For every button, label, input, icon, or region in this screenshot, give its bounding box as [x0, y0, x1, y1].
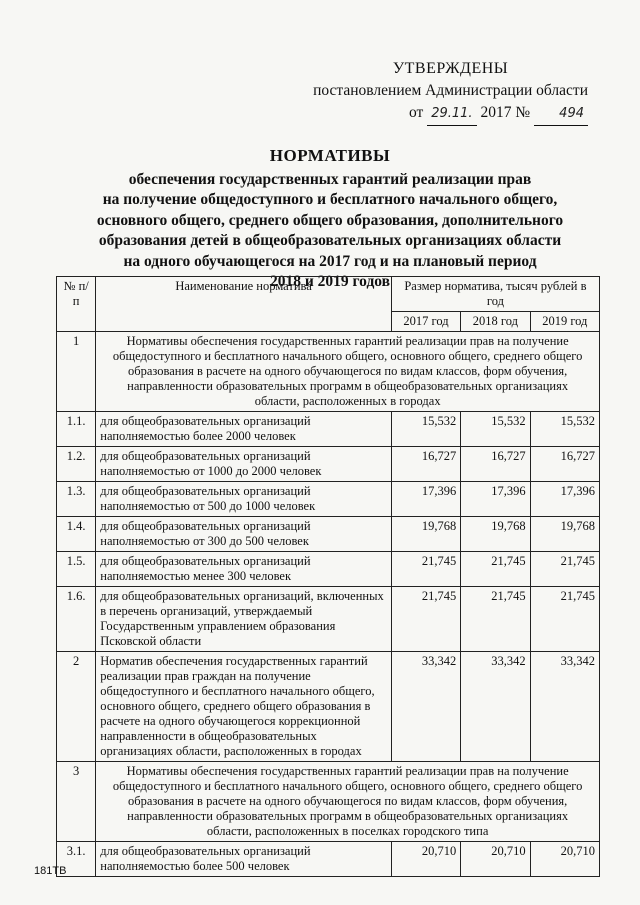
table-row	[57, 587, 600, 652]
value-2017: 17,396	[391, 482, 460, 517]
approval-prefix: от	[409, 104, 424, 121]
heading-line: на одного обучающегося на 2017 год и на плановый период	[123, 252, 537, 270]
row-number: 3.1.	[57, 842, 96, 877]
value-2018: 21,745	[461, 552, 530, 587]
value-2019: 21,745	[530, 587, 599, 652]
table-row	[57, 552, 600, 587]
value-2017: 21,745	[391, 587, 460, 652]
approval-date-line	[313, 102, 588, 126]
header-year-2018: 2018 год	[461, 312, 530, 332]
row-number: 1.4.	[57, 517, 96, 552]
row-number: 1.6.	[57, 587, 96, 652]
value-2017: 20,710	[391, 842, 460, 877]
row-number: 1.3.	[57, 482, 96, 517]
value-2017: 15,532	[391, 412, 460, 447]
approval-title: УТВЕРЖДЕНЫ	[392, 60, 509, 77]
row-number: 1.5.	[57, 552, 96, 587]
value-2019: 19,768	[530, 517, 599, 552]
row-number: 2	[57, 652, 96, 762]
value-2018: 15,532	[461, 412, 530, 447]
norm-name: Норматив обеспечения государственных гарантий реализации прав граждан на получение общедоступного и бесплатного начального общего, основного общего, среднего общего образования в расчете на одного обучающегося коррекционной направленности в общеобразовательных организациях области, расположенных в городах	[96, 652, 392, 762]
heading-line: образования детей в общеобразовательных организациях области	[98, 232, 562, 249]
value-2018: 19,768	[461, 517, 530, 552]
value-2019: 16,727	[530, 447, 599, 482]
approval-decree-line: постановлением Администрации области	[313, 82, 588, 99]
section-text: Нормативы обеспечения государственных гарантий реализации прав на получение общедоступного и бесплатного начального общего, основного общего, среднего общего образования в расчете на одного обучающегося по видам классов, форм обучения, направленности образовательных программ в общеобразовательных организациях области, расположенных в городах	[96, 332, 600, 412]
row-number: 3	[57, 762, 96, 842]
document-heading	[60, 146, 600, 293]
header-year-2017: 2017 год	[391, 312, 460, 332]
value-2017: 21,745	[391, 552, 460, 587]
table-row	[57, 842, 600, 877]
table-row	[57, 517, 600, 552]
value-2017: 16,727	[391, 447, 460, 482]
norms-table	[56, 276, 600, 877]
approval-year-number: 2017 №	[480, 104, 531, 121]
norm-name: для общеобразовательных организаций наполняемостью от 300 до 500 человек	[96, 517, 392, 552]
table-row	[57, 482, 600, 517]
value-2019: 17,396	[530, 482, 599, 517]
table-row	[57, 652, 600, 762]
table-row	[57, 447, 600, 482]
value-2018: 16,727	[461, 447, 530, 482]
section-text: Нормативы обеспечения государственных гарантий реализации прав на получение общедоступного и бесплатного начального общего, основного общего, среднего общего образования в расчете на одного обучающегося по видам классов, форм обучения, направленности образовательных программ в общеобразовательных организациях области, расположенных в поселках городского типа	[96, 762, 600, 842]
table-row	[57, 412, 600, 447]
row-number: 1	[57, 332, 96, 412]
norm-name: для общеобразовательных организаций наполняемостью более 2000 человек	[96, 412, 392, 447]
value-2018: 17,396	[461, 482, 530, 517]
header-size: Размер норматива, тысяч рублей в год	[391, 277, 599, 312]
norm-name: для общеобразовательных организаций наполняемостью от 500 до 1000 человек	[96, 482, 392, 517]
value-2017: 33,342	[391, 652, 460, 762]
section-row	[57, 762, 600, 842]
value-2019: 20,710	[530, 842, 599, 877]
header-year-2019: 2019 год	[530, 312, 599, 332]
approval-block	[313, 58, 588, 126]
table-header-row	[57, 277, 600, 312]
heading-line: 2018 и 2019 годов	[269, 273, 391, 290]
heading-line: обеспечения государственных гарантий реализации прав	[128, 170, 532, 188]
norm-name: для общеобразовательных организаций, включенных в перечень организаций, утверждаемый Государственным управлением образования Псковской области	[96, 587, 392, 652]
footer-code: 181ТВ	[34, 865, 67, 877]
heading-line: основного общего, среднего общего образования, дополнительного	[96, 211, 564, 229]
heading-title: НОРМАТИВЫ	[269, 146, 391, 165]
value-2019: 21,745	[530, 552, 599, 587]
row-number: 1.1.	[57, 412, 96, 447]
norm-name: для общеобразовательных организаций наполняемостью от 1000 до 2000 человек	[96, 447, 392, 482]
heading-line: на получение общедоступного и бесплатного начального общего,	[102, 191, 558, 208]
value-2018: 33,342	[461, 652, 530, 762]
value-2018: 20,710	[461, 842, 530, 877]
value-2018: 21,745	[461, 587, 530, 652]
handwritten-date: 29.11.	[427, 103, 476, 126]
value-2019: 33,342	[530, 652, 599, 762]
value-2019: 15,532	[530, 412, 599, 447]
norm-name: для общеобразовательных организаций наполняемостью менее 300 человек	[96, 552, 392, 587]
value-2017: 19,768	[391, 517, 460, 552]
norm-name: для общеобразовательных организаций наполняемостью более 500 человек	[96, 842, 392, 877]
header-no: № п/п	[57, 277, 96, 332]
handwritten-number: 494	[534, 103, 588, 126]
section-row	[57, 332, 600, 412]
row-number: 1.2.	[57, 447, 96, 482]
header-name: Наименование норматива	[96, 277, 392, 332]
